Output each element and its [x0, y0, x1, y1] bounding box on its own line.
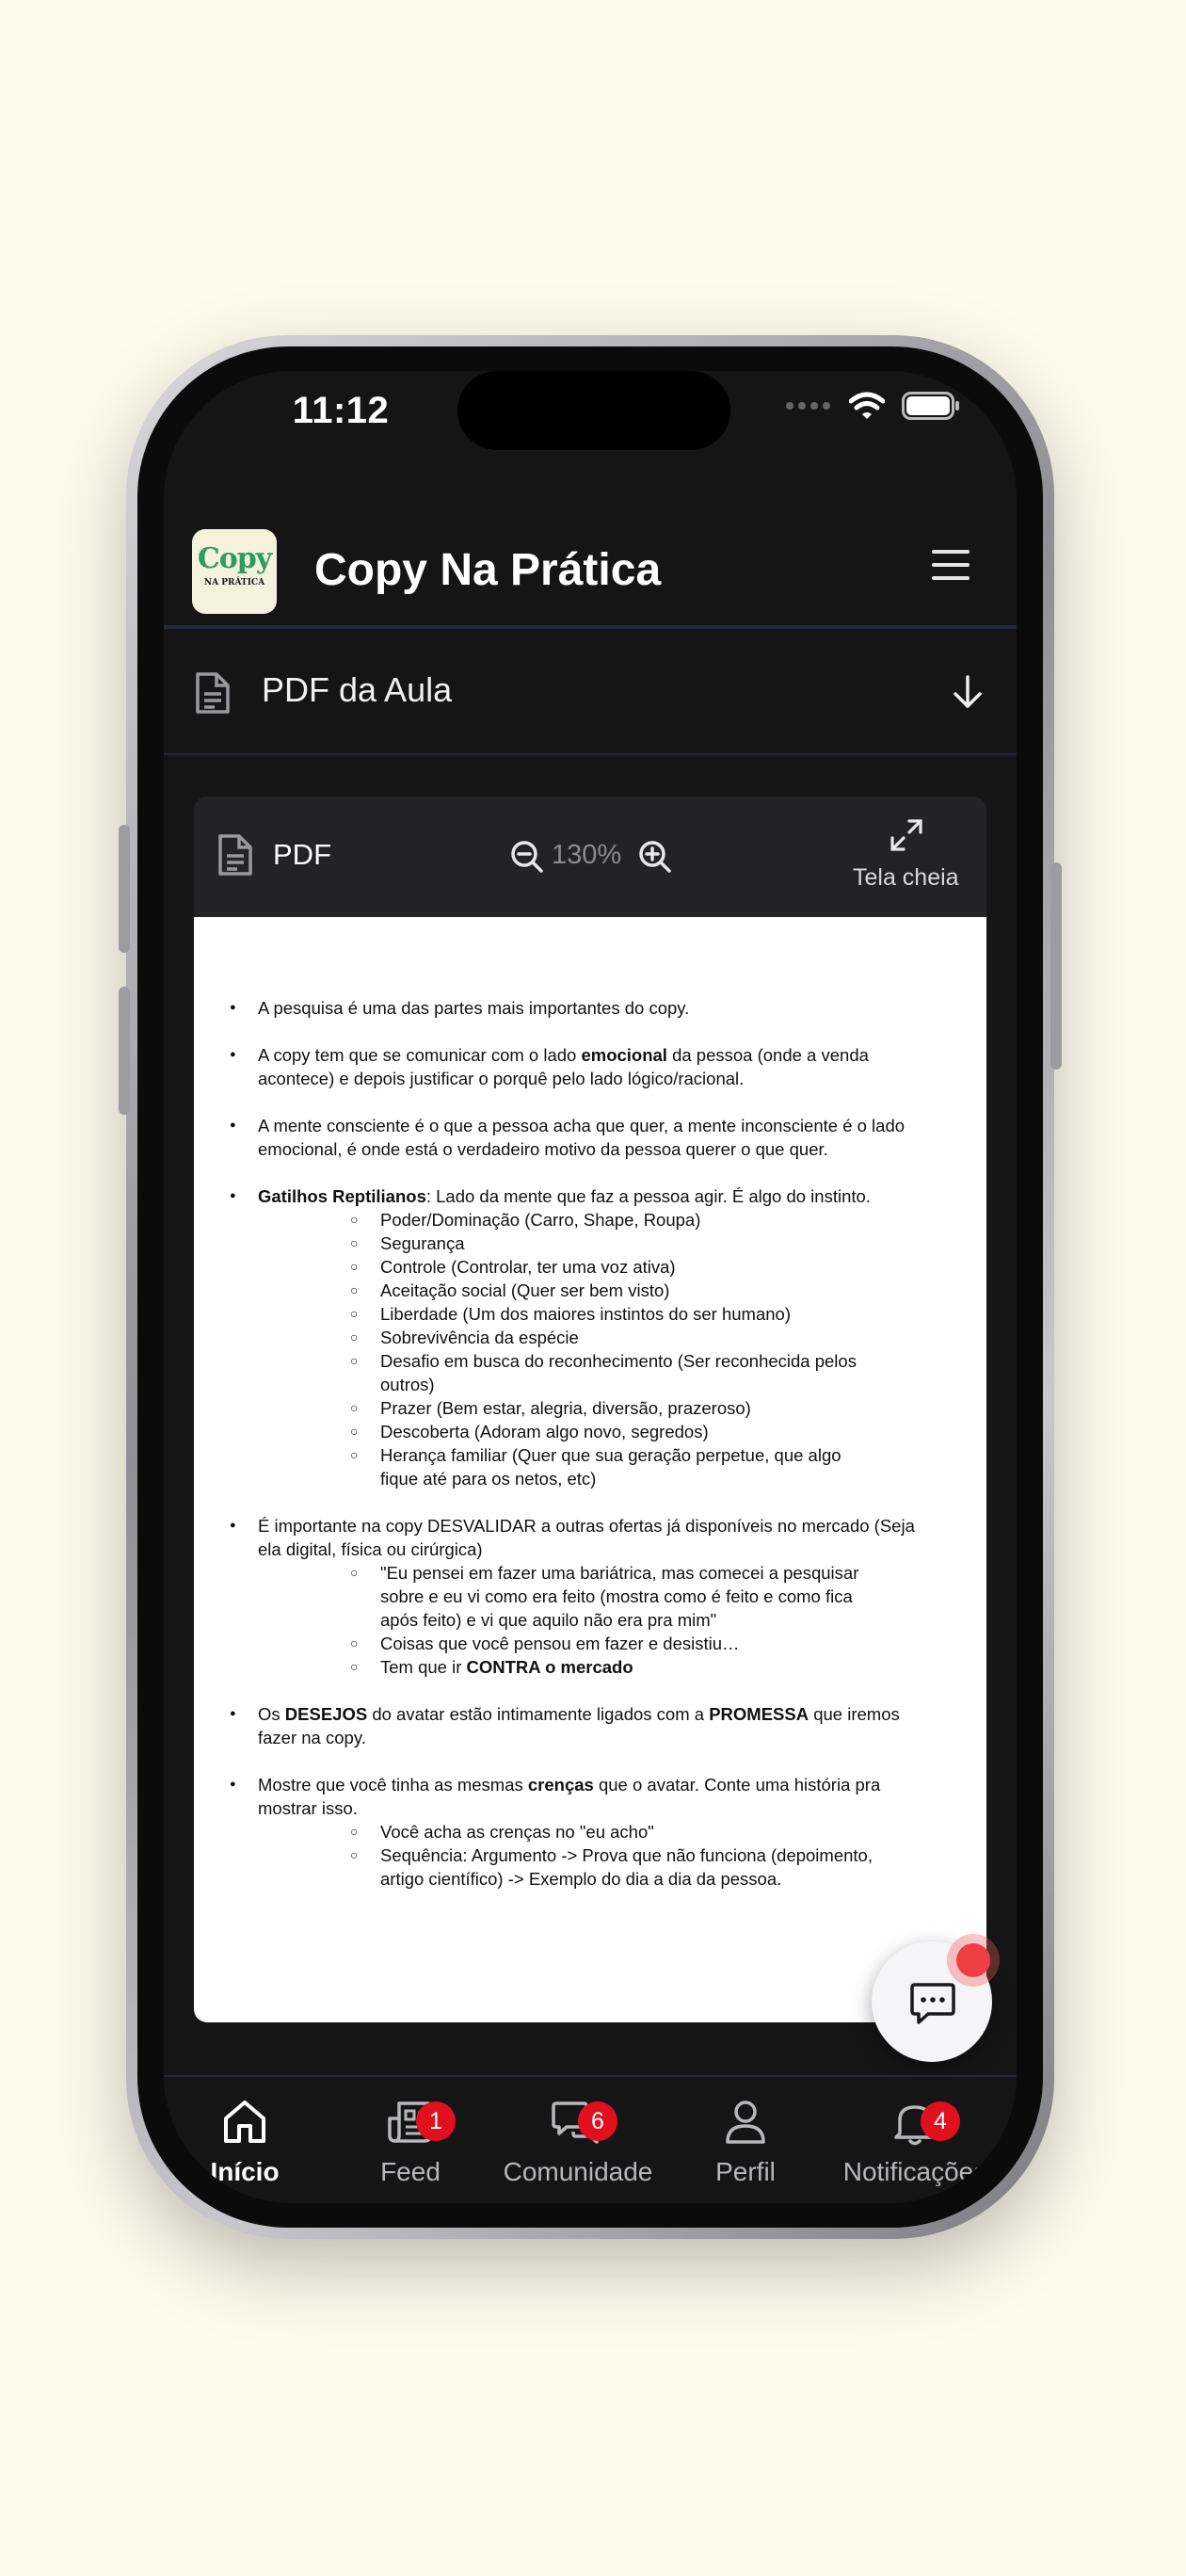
- signal-dots-icon: [785, 401, 832, 411]
- status-icons: [785, 392, 960, 420]
- phone-screen: [164, 371, 1017, 2203]
- sub-list: [258, 1820, 932, 1891]
- sub-list-item: ○ Coisas que você pensou em fazer e desistiu…: [258, 1632, 877, 1655]
- bullet-text: A copy tem que se comunicar com o lado: [258, 1045, 582, 1065]
- list-item: [194, 1114, 932, 1161]
- sub-list-item: ○ Controle (Controlar, ter uma voz ativa): [258, 1255, 877, 1279]
- nav-label: Perfil: [715, 2157, 776, 2186]
- sub-list-item: ○ Você acha as crenças no "eu acho": [258, 1820, 877, 1843]
- volume-up-button: [119, 825, 130, 953]
- person-icon: [721, 2098, 770, 2147]
- bold-text: Gatilhos Reptilianos: [258, 1186, 426, 1206]
- bullet-text: : Lado da mente que faz a pessoa agir. É algo do instinto.: [425, 1186, 871, 1206]
- zoom-out-icon[interactable]: [510, 840, 544, 874]
- status-time: 11:12: [292, 390, 390, 431]
- bullet-text: do avatar estão intimamente ligados com a: [367, 1704, 710, 1724]
- sub-list-item: ○ Sobrevivência da espécie: [258, 1326, 877, 1349]
- hamburger-menu-icon[interactable]: [930, 548, 971, 582]
- bold-text: crenças: [527, 1775, 594, 1795]
- section-title: PDF da Aula: [262, 670, 453, 709]
- fab-notification-dot: [956, 1943, 990, 1977]
- app-logo[interactable]: [192, 529, 277, 614]
- power-button: [1050, 862, 1062, 1070]
- sub-list-item: ○ Sequência: Argumento -> Prova que não funciona (depoimento, artigo científico) -> Exemplo do dia a dia da pessoa.: [258, 1843, 877, 1891]
- bold-text: DESEJOS: [284, 1704, 368, 1724]
- nav-item-perfil[interactable]: [661, 2098, 830, 2187]
- chat-bubble-icon: [909, 1981, 956, 2026]
- bold-text: emocional: [581, 1045, 667, 1065]
- bullet-text: Os: [258, 1704, 285, 1724]
- logo-wordmark: Copy: [197, 542, 272, 575]
- bullet-text: A mente consciente é o que a pessoa acha que quer, a mente inconsciente é o lado emocional, é onde está o verdadeiro motivo da pessoa querer o que quer.: [258, 1116, 906, 1159]
- logo-tagline: NA PRÁTICA: [203, 578, 265, 588]
- zoom-level: 130%: [552, 840, 622, 870]
- pdf-page: [194, 917, 986, 2022]
- wifi-icon: [849, 392, 885, 420]
- nav-item-feed[interactable]: [326, 2098, 495, 2187]
- list-item: [194, 1184, 932, 1490]
- bullet-text: Mostre que você tinha as mesmas: [258, 1775, 528, 1795]
- nav-item-comunidade[interactable]: [493, 2098, 663, 2187]
- sub-list-item: ○ Aceitação social (Quer ser bem visto): [258, 1279, 877, 1302]
- bold-text: CONTRA o mercado: [466, 1657, 633, 1677]
- pdf-content-list: [194, 917, 986, 1891]
- pdf-viewer: [194, 797, 986, 2022]
- sub-list-item: ○ Prazer (Bem estar, alegria, diversão, prazeroso): [258, 1396, 877, 1420]
- bullet-text: que iremos fazer na copy.: [258, 1704, 900, 1747]
- document-icon: [194, 670, 232, 716]
- sub-list-item: ○ Desafio em busca do reconhecimento (Ser reconhecida pelos outros): [258, 1349, 877, 1396]
- volume-down-button: [119, 987, 130, 1115]
- section-divider: [164, 753, 1017, 755]
- sub-list: [258, 1561, 932, 1679]
- comunidade-badge: 6: [578, 2101, 617, 2141]
- dynamic-island: [457, 371, 730, 450]
- zoom-in-icon[interactable]: [638, 840, 672, 874]
- pdf-section-header[interactable]: [164, 629, 1017, 753]
- sub-list-item: ○ Poder/Dominação (Carro, Shape, Roupa): [258, 1208, 877, 1232]
- battery-icon: [902, 392, 960, 420]
- pdf-toolbar: [194, 797, 986, 917]
- sub-list-item: [258, 1655, 877, 1679]
- bullet-text: Tem que ir: [380, 1657, 467, 1677]
- list-item: [194, 1702, 932, 1749]
- sub-list-item: ○ Descoberta (Adoram algo novo, segredos): [258, 1420, 877, 1443]
- list-item: [194, 1043, 932, 1090]
- bullet-text: É importante na copy DESVALIDAR a outras ofertas já disponíveis no mercado (Seja ela digital, física ou cirúrgica): [258, 1516, 915, 1559]
- bullet-text: que o avatar. Conte uma história pra mostrar isso.: [258, 1775, 881, 1818]
- sub-list: [258, 1208, 932, 1490]
- nav-item-inicio[interactable]: [164, 2098, 329, 2187]
- fullscreen-button[interactable]: [843, 797, 986, 917]
- list-item: [194, 1773, 932, 1891]
- nav-item-notificacoes[interactable]: [830, 2098, 1000, 2187]
- sub-list-item: ○ "Eu pensei em fazer uma bariátrica, mas comecei a pesquisar sobre e eu vi como era feito (mostra como é feito e como fica após feito) e vi que aquilo não era pra mim": [258, 1561, 877, 1632]
- app-header: [164, 503, 1017, 625]
- nav-label: Início: [210, 2157, 280, 2186]
- bullet-text: da pessoa (onde a venda acontece) e depois justificar o porquê pelo lado lógico/racional.: [258, 1045, 869, 1088]
- sub-list-item: ○ Segurança: [258, 1232, 877, 1255]
- bottom-nav: [164, 2077, 1017, 2203]
- nav-label: Comunidade: [503, 2157, 653, 2186]
- list-item: [194, 996, 932, 1020]
- sub-list-item: ○ Liberdade (Um dos maiores instintos do ser humano): [258, 1302, 877, 1326]
- pdf-label: PDF: [273, 838, 331, 871]
- bold-text: PROMESSA: [709, 1704, 809, 1724]
- home-icon: [220, 2098, 269, 2147]
- feed-badge: 1: [416, 2101, 456, 2141]
- expand-icon: [889, 817, 924, 853]
- notificacoes-badge: 4: [921, 2101, 960, 2141]
- sub-list-item: ○ Herança familiar (Quer que sua geração perpetue, que algo fique até para os netos, etc): [258, 1443, 877, 1490]
- nav-label: Notificações: [842, 2157, 987, 2186]
- pdf-document-icon: [216, 832, 254, 877]
- app-title: Copy Na Prática: [314, 545, 662, 595]
- nav-label: Feed: [380, 2157, 441, 2186]
- fullscreen-label: Tela cheia: [853, 864, 959, 891]
- download-arrow-icon[interactable]: [951, 674, 985, 710]
- list-item: [194, 1514, 932, 1679]
- bullet-text: A pesquisa é uma das partes mais importantes do copy.: [258, 998, 690, 1018]
